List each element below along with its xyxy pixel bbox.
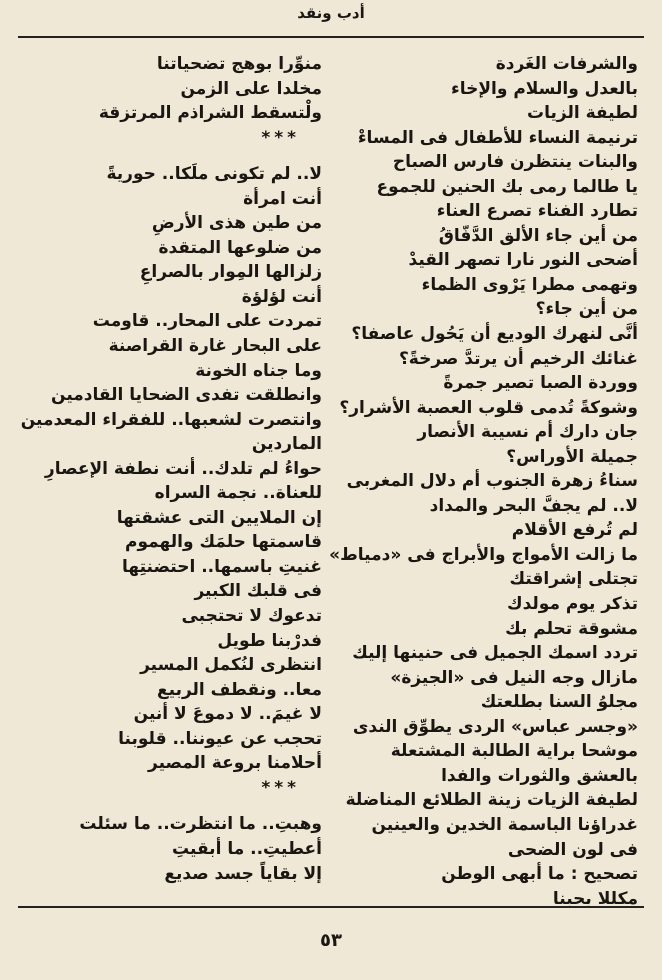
poem-line: غدراؤنا الباسمة الخدين والعينين bbox=[371, 814, 638, 835]
poem-line: على البحار غارة القراصنة bbox=[108, 336, 322, 357]
poem-line: إن الملايين التى عشقتها bbox=[116, 507, 322, 528]
poem-line: من طين هذى الأرضِ bbox=[151, 213, 322, 234]
poem-line: غنائك الرخيم أن يرتدَّ صرخةً؟ bbox=[398, 348, 638, 369]
poem-line: أنَّى لنهرك الوديع أن يَحُول عاصفا؟ bbox=[351, 324, 638, 345]
footer-divider bbox=[18, 906, 644, 908]
poem-line: يا طالما رمى بك الحنين للجموع bbox=[376, 176, 638, 197]
poem-line: جان دارك أم نسيبة الأنصار bbox=[417, 422, 638, 443]
section-header: أدب ونقد bbox=[297, 4, 365, 22]
poem-line: تجتلى إشراقتك bbox=[509, 569, 638, 590]
poem-line: تذكر يوم مولدك bbox=[507, 594, 638, 615]
poem-line: لم تُرفع الأقلام bbox=[511, 520, 638, 541]
poem-line: تصحيح : ما أبهى الوطن bbox=[441, 864, 638, 885]
poem-line: قاسمتها حلمَك والهموم bbox=[125, 532, 322, 553]
poem-line: لا.. لم يجفَّ البحر والمداد bbox=[429, 495, 638, 516]
poem-line: وتهمى مطرا يَرْوى الظماء bbox=[421, 274, 638, 295]
stanza-gap bbox=[32, 800, 322, 812]
poem-line: الماردين bbox=[251, 434, 322, 455]
poem-line: لطيفة الزيات bbox=[527, 103, 638, 124]
header-divider bbox=[18, 36, 644, 38]
poem-line: مخلدا على الزمن bbox=[180, 78, 322, 99]
poem-line: تمردت على المحار.. قاومت bbox=[92, 311, 322, 332]
poem-line: من أين جاء الألق الدَّفّاقُ bbox=[438, 225, 638, 246]
poem-line: ما زالت الأمواج والأبراج فى «دمياط» bbox=[329, 544, 638, 565]
poem-line: من ضلوعها المتقدة bbox=[158, 237, 322, 258]
poem-line: مجلوُ السنا بطلعتك bbox=[480, 692, 638, 713]
poem-line: والبنات ينتظرن فارس الصباح bbox=[392, 152, 638, 173]
poem-line: مكللا بحبنا bbox=[552, 888, 638, 909]
poem-line: ترنيمة النساء للأطفال فى المساءْ bbox=[357, 127, 638, 148]
poem-line: أضحى النور نارا تصهر القيدْ bbox=[408, 250, 638, 271]
poem-column-right bbox=[329, 52, 638, 911]
poem-line: بالعشق والثورات والفدا bbox=[441, 765, 638, 786]
poem-line: وما جناه الخونة bbox=[195, 360, 322, 381]
poem-line: تحجب عن عيوننا.. قلوبنا bbox=[118, 728, 322, 749]
poem-line: من أين جاء؟ bbox=[535, 299, 638, 320]
poem-line: حواءُ لم تلدك.. أنت نطفة الإعصارِ bbox=[44, 458, 322, 479]
poem-line: جميلة الأوراس؟ bbox=[506, 446, 638, 467]
poem-line: فى قلبك الكبير bbox=[194, 581, 322, 602]
poem-line: للعناة.. نجمة السراه bbox=[154, 483, 322, 504]
poem-line: أعطيتِ.. ما أبقيتِ bbox=[172, 838, 322, 859]
poem-line: وانطلقت تفدى الضحايا القادمين bbox=[51, 385, 322, 406]
poem-line: والشرفات الغَردة bbox=[495, 54, 638, 74]
poem-line: سناءُ زهرة الجنوب أم دلال المغربى bbox=[346, 471, 638, 492]
poem-line: وشوكةً تُدمى قلوب العصبة الأشرار؟ bbox=[339, 397, 638, 418]
poem-line: لطيفة الزيات زينة الطلائع المناضلة bbox=[345, 790, 638, 811]
poem-line: لا.. لم تكونى ملَكا.. حوريةً bbox=[106, 164, 322, 185]
poem-column-left bbox=[20, 52, 322, 886]
poem-line: انتظرى لنُكمل المسير bbox=[140, 655, 322, 676]
poem-line: تردد اسمك الجميل فى حنينها إليك bbox=[352, 643, 638, 664]
poem-line: فى لون الضحى bbox=[507, 839, 638, 860]
poem-line: وانتصرت لشعبها.. للفقراء المعدمين bbox=[20, 409, 322, 430]
stanza-gap bbox=[32, 150, 322, 162]
poem-line: ووردة الصبا تصير جمرةً bbox=[443, 373, 638, 394]
poem-line: منوِّرا بوهج تضحياتنا bbox=[156, 54, 322, 74]
poem-line: بالعدل والسلام والإخاء bbox=[451, 78, 638, 99]
stanza-separator: *** bbox=[261, 777, 300, 798]
poem-line: إلا بقاياً جسد صديع bbox=[164, 863, 322, 884]
poem-line: موشحا براية الطالبة المشتعلة bbox=[390, 741, 638, 762]
poem-line: أنت لؤلؤة bbox=[241, 286, 322, 307]
poem-line: مشوقة تحلم بك bbox=[505, 618, 638, 639]
poem-line: ولْتسقط الشراذم المرتزقة bbox=[98, 103, 322, 124]
poem-line: وهبتِ.. ما انتظرت.. ما سئلت bbox=[79, 814, 322, 835]
poem-line: زلزالها المِوار بالصراعِ bbox=[139, 262, 322, 283]
poem-line: أحلامنا بروعة المصير bbox=[148, 753, 322, 774]
page-number: ٥٣ bbox=[320, 930, 342, 951]
poem-line: معا.. ونقطف الربيع bbox=[157, 679, 322, 700]
poem-line: غنيتِ باسمها.. احتضنتِها bbox=[122, 556, 322, 577]
poem-line: أنت امرأة bbox=[243, 188, 322, 209]
poem-line: «وجسر عباس» الردى يطوِّق الندى bbox=[352, 716, 638, 737]
stanza-separator: *** bbox=[261, 127, 300, 148]
poem-line: تدعوك لا تحتجبى bbox=[181, 606, 322, 627]
poem-line: مازال وجه النيل فى «الجيزة» bbox=[390, 667, 638, 688]
poem-line: تطارد الفناء تصرع العناء bbox=[436, 201, 638, 222]
poem-line: لا غيمَ.. لا دموعَ لا أنين bbox=[133, 704, 322, 725]
poem-line: فدرْبنا طويل bbox=[217, 630, 322, 651]
